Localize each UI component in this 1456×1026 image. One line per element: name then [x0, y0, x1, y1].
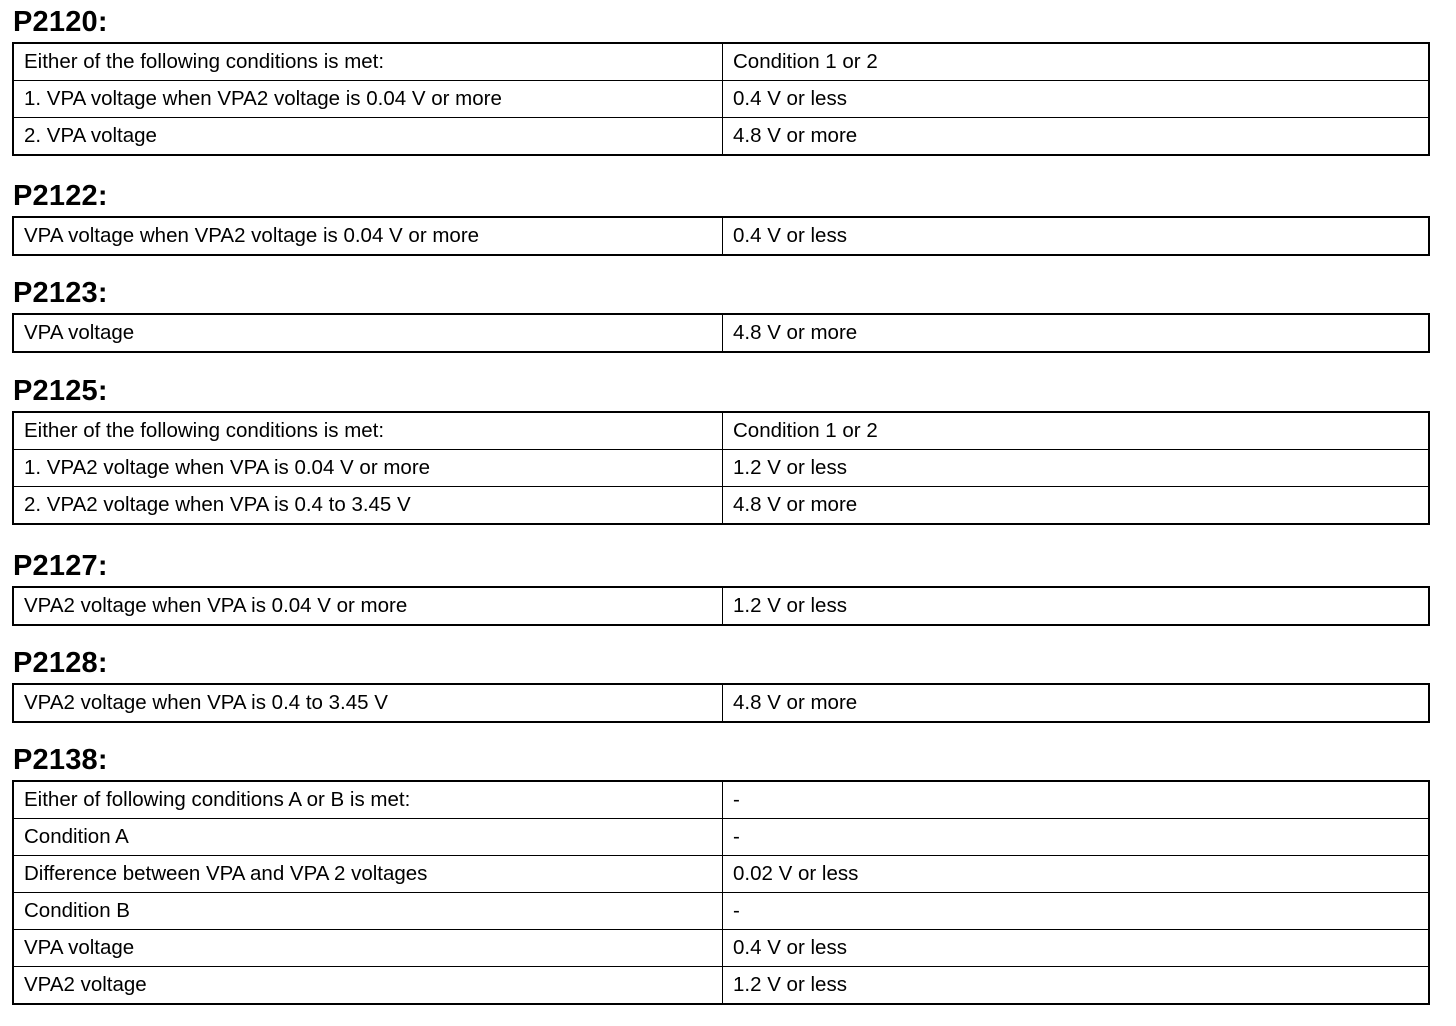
condition-table	[12, 313, 1430, 353]
condition-cell: VPA voltage when VPA2 voltage is 0.04 V or more	[13, 217, 723, 255]
condition-table	[12, 216, 1430, 256]
condition-cell: Difference between VPA and VPA 2 voltages	[13, 856, 723, 893]
value-cell: 0.4 V or less	[723, 81, 1430, 118]
condition-table	[12, 683, 1430, 723]
section-p2122	[12, 180, 1430, 247]
table-row	[13, 930, 1429, 967]
section-p2120	[12, 6, 1430, 147]
condition-cell: VPA2 voltage when VPA is 0.4 to 3.45 V	[13, 684, 723, 722]
table-row	[13, 314, 1429, 352]
table-row	[13, 819, 1429, 856]
value-cell: 0.02 V or less	[723, 856, 1430, 893]
value-cell: 0.4 V or less	[723, 217, 1430, 255]
section-p2127	[12, 550, 1430, 617]
table-row	[13, 781, 1429, 819]
table-row	[13, 43, 1429, 81]
condition-cell: 2. VPA2 voltage when VPA is 0.4 to 3.45 V	[13, 487, 723, 525]
table-row	[13, 487, 1429, 525]
table-row	[13, 412, 1429, 450]
table-row	[13, 118, 1429, 156]
condition-table	[12, 411, 1430, 525]
value-cell: 4.8 V or more	[723, 314, 1430, 352]
table-row	[13, 450, 1429, 487]
value-cell: 4.8 V or more	[723, 487, 1430, 525]
condition-table	[12, 780, 1430, 1005]
condition-table	[12, 42, 1430, 156]
table-row	[13, 893, 1429, 930]
dtc-code-heading: P2125:	[13, 375, 108, 407]
condition-cell: 1. VPA voltage when VPA2 voltage is 0.04 V or more	[13, 81, 723, 118]
section-p2123	[12, 277, 1430, 344]
value-cell: 0.4 V or less	[723, 930, 1430, 967]
value-cell: Condition 1 or 2	[723, 412, 1430, 450]
dtc-code-heading: P2128:	[13, 647, 108, 679]
table-row	[13, 967, 1429, 1005]
table-row	[13, 81, 1429, 118]
dtc-code-heading: P2120:	[13, 6, 108, 38]
table-row	[13, 856, 1429, 893]
condition-table	[12, 586, 1430, 626]
dtc-code-heading: P2122:	[13, 180, 108, 212]
table-row	[13, 684, 1429, 722]
value-cell: -	[723, 819, 1430, 856]
condition-cell: Condition A	[13, 819, 723, 856]
section-p2125	[12, 375, 1430, 516]
value-cell: 1.2 V or less	[723, 967, 1430, 1005]
condition-cell: VPA2 voltage	[13, 967, 723, 1005]
value-cell: -	[723, 781, 1430, 819]
value-cell: -	[723, 893, 1430, 930]
value-cell: 4.8 V or more	[723, 118, 1430, 156]
value-cell: Condition 1 or 2	[723, 43, 1430, 81]
dtc-code-heading: P2127:	[13, 550, 108, 582]
table-row	[13, 217, 1429, 255]
section-p2138	[12, 744, 1430, 996]
condition-cell: VPA voltage	[13, 930, 723, 967]
value-cell: 1.2 V or less	[723, 450, 1430, 487]
table-row	[13, 587, 1429, 625]
value-cell: 4.8 V or more	[723, 684, 1430, 722]
dtc-code-heading: P2138:	[13, 744, 108, 776]
condition-cell: Condition B	[13, 893, 723, 930]
condition-cell: 2. VPA voltage	[13, 118, 723, 156]
dtc-code-heading: P2123:	[13, 277, 108, 309]
section-p2128	[12, 647, 1430, 714]
condition-cell: Either of the following conditions is met:	[13, 412, 723, 450]
condition-cell: 1. VPA2 voltage when VPA is 0.04 V or more	[13, 450, 723, 487]
condition-cell: VPA voltage	[13, 314, 723, 352]
value-cell: 1.2 V or less	[723, 587, 1430, 625]
condition-cell: Either of the following conditions is met:	[13, 43, 723, 81]
condition-cell: Either of following conditions A or B is met:	[13, 781, 723, 819]
condition-cell: VPA2 voltage when VPA is 0.04 V or more	[13, 587, 723, 625]
